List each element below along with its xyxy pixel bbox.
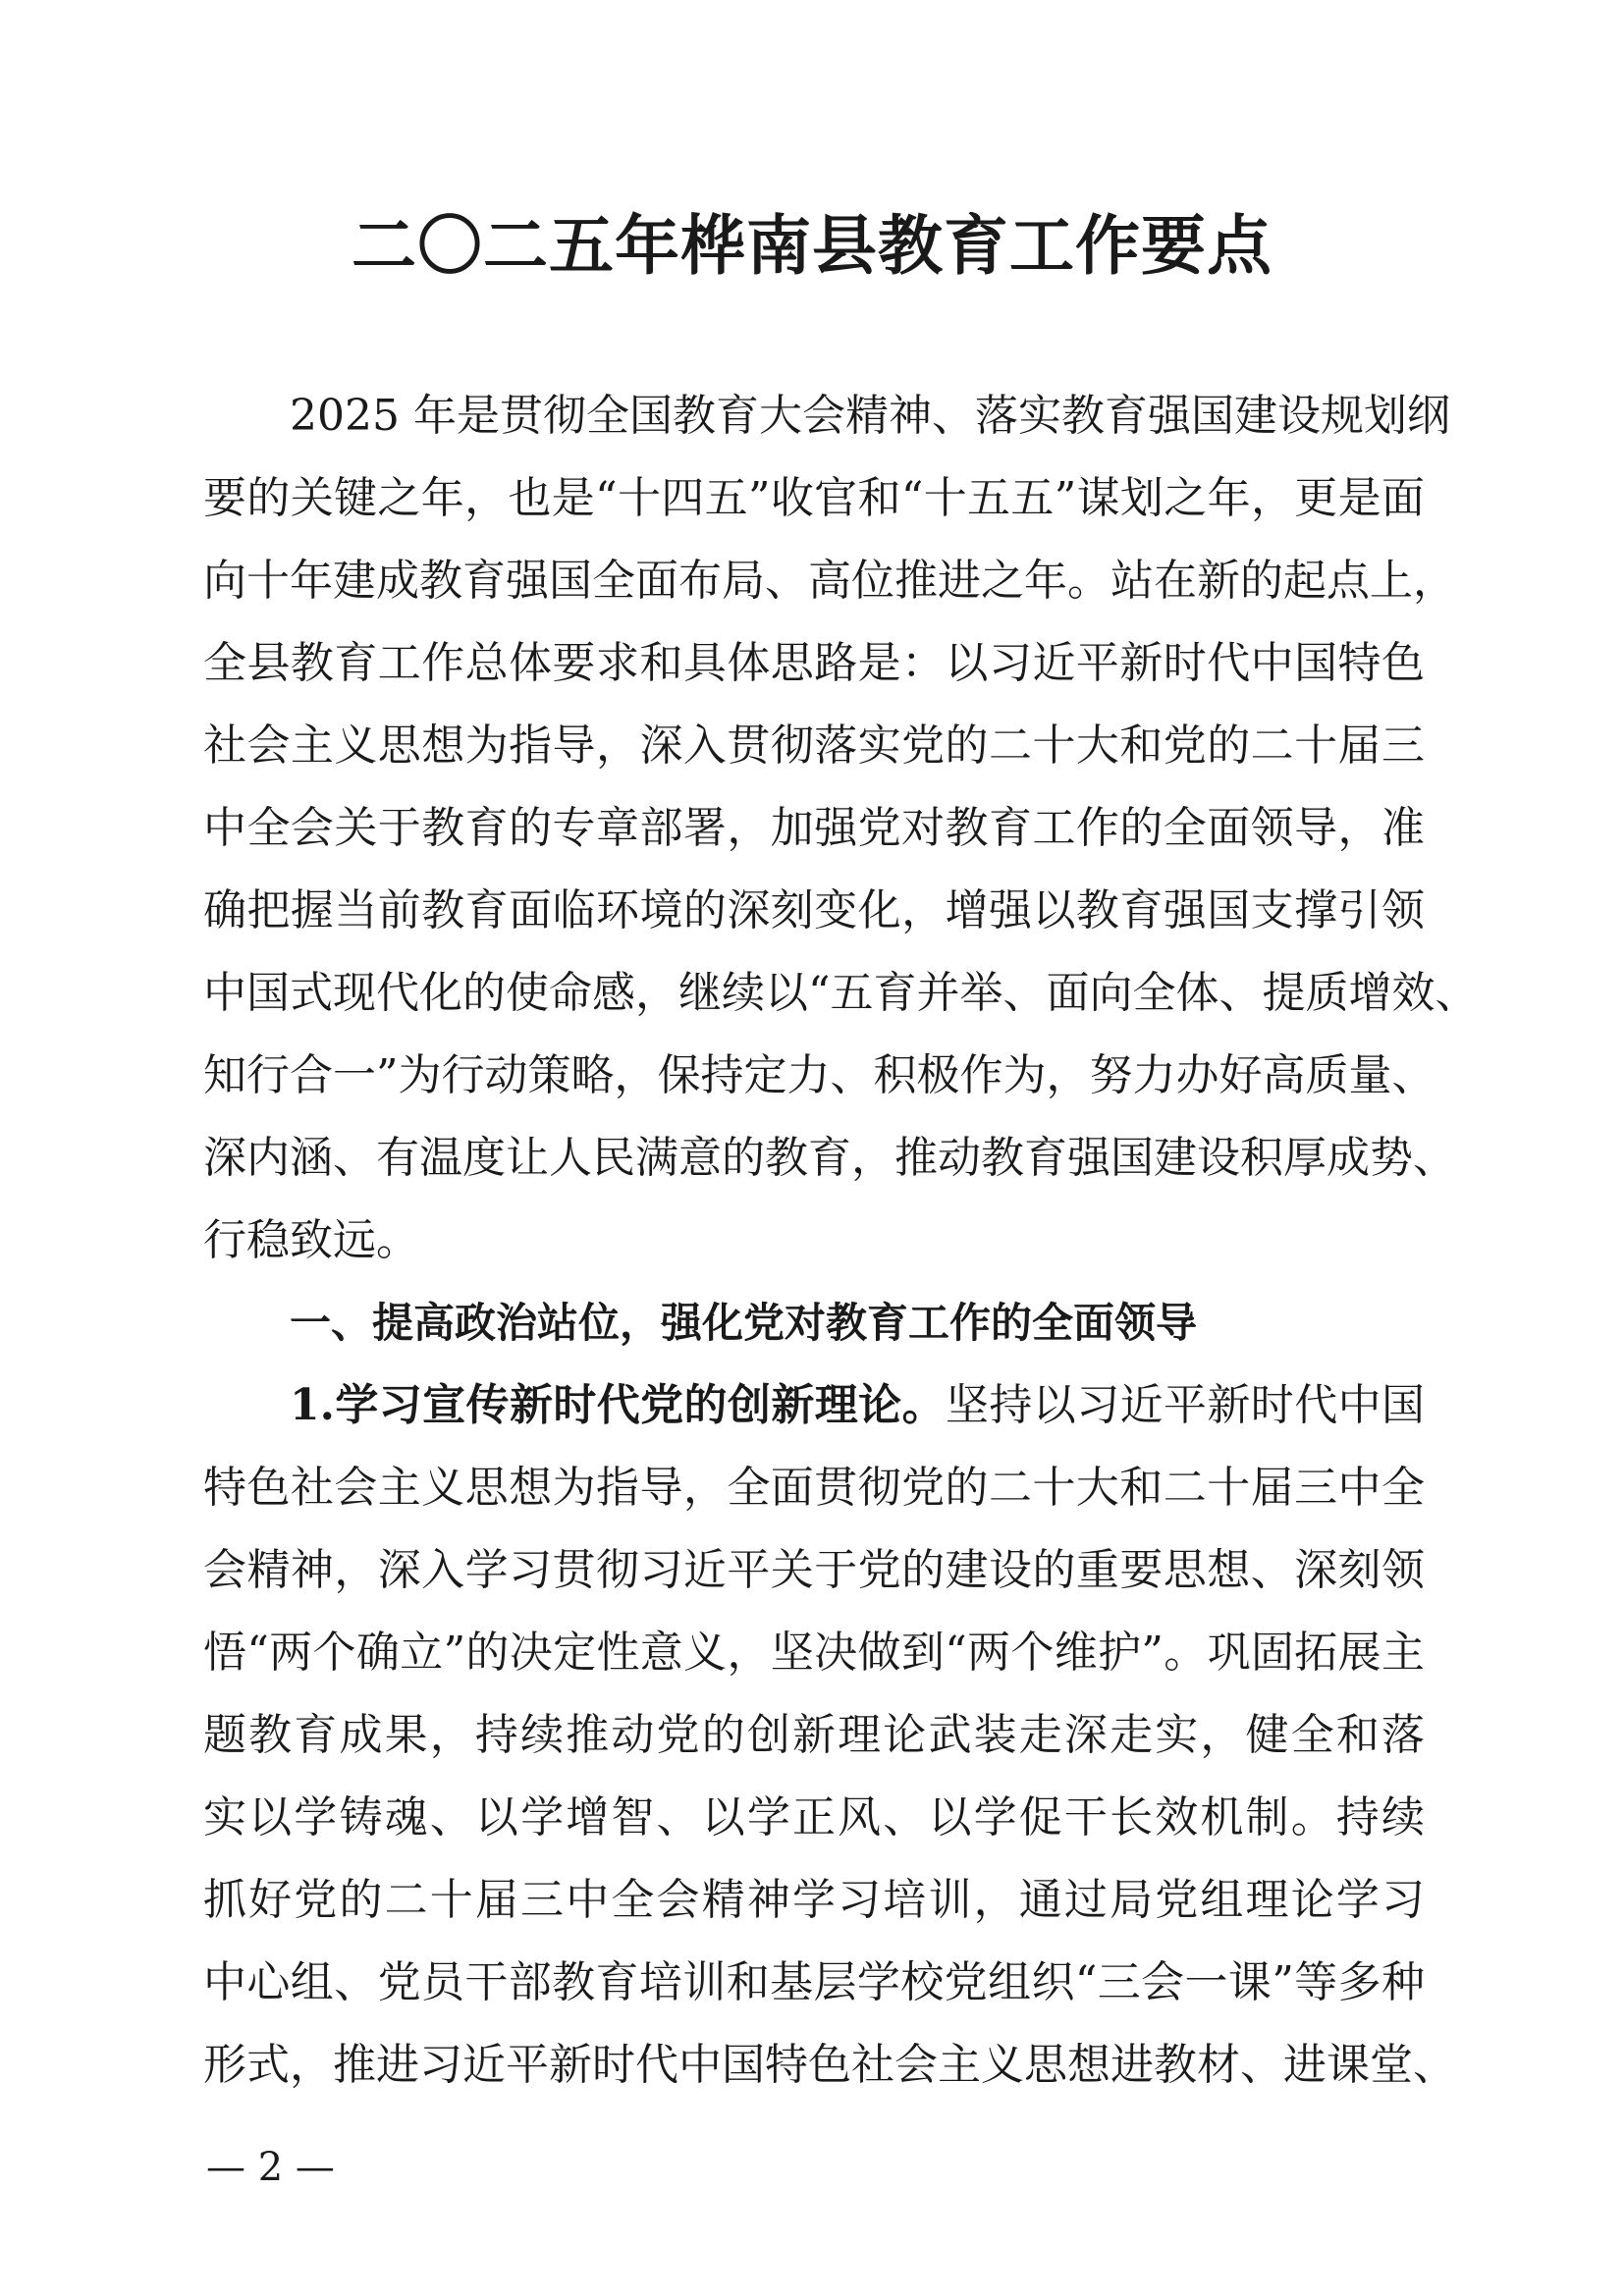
item-lead: 1.学习宣传新时代党的创新理论。 — [290, 1380, 946, 1430]
section-heading: 一、提高政治站位，强化党对教育工作的全面领导 — [290, 1299, 1198, 1347]
intro-line: 全县教育工作总体要求和具体思路是：以习近平新时代中国特色 — [203, 638, 1425, 688]
intro-line: 确把握当前教育面临环境的深刻变化，增强以教育强国支撑引领 — [203, 885, 1425, 935]
intro-line: 深内涵、有温度让人民满意的教育，推动教育强国建设积厚成势、 — [203, 1133, 1456, 1183]
item-line: 中心组、党员干部教育培训和基层学校党组织“三会一课”等多种 — [203, 1957, 1425, 2007]
document-title: 二〇二五年桦南县教育工作要点 — [352, 207, 1272, 284]
intro-line: 要的关键之年，也是“十四五”收官和“十五五”谋划之年，更是面 — [203, 473, 1425, 523]
intro-line: 社会主义思想为指导，深入贯彻落实党的二十大和党的二十届三 — [203, 721, 1425, 771]
intro-line: 向十年建成教育强国全面布局、高位推进之年。站在新的起点上， — [203, 556, 1456, 606]
item-line: 悟“两个确立”的决定性意义，坚决做到“两个维护”。巩固拓展主 — [203, 1628, 1425, 1678]
intro-line: 知行合一”为行动策略，保持定力、积极作为，努力办好高质量、 — [203, 1050, 1435, 1100]
item-line: 特色社会主义思想为指导，全面贯彻党的二十大和二十届三中全 — [203, 1463, 1425, 1513]
item-line: 形式，推进习近平新时代中国特色社会主义思想进教材、进课堂、 — [203, 2040, 1456, 2090]
item-line: 题教育成果，持续推动党的创新理论武装走深走实，健全和落 — [203, 1710, 1425, 1760]
intro-line: 中全会关于教育的专章部署，加强党对教育工作的全面领导，准 — [203, 803, 1425, 853]
intro-line: 2025 年是贯彻全国教育大会精神、落实教育强国建设规划纲 — [290, 391, 1450, 441]
item-line: 抓好党的二十届三中全会精神学习培训，通过局党组理论学习 — [203, 1875, 1425, 1925]
item-first-line — [290, 1364, 1425, 1447]
item-first-line-text: 坚持以习近平新时代中国 — [945, 1380, 1426, 1430]
intro-line: 行稳致远。 — [203, 1215, 419, 1265]
item-line: 实以学铸魂、以学增智、以学正风、以学促干长效机制。持续 — [203, 1792, 1425, 1842]
intro-line: 中国式现代化的使命感，继续以“五育并举、面向全体、提质增效、 — [203, 968, 1479, 1018]
item-line: 会精神，深入学习贯彻习近平关于党的建设的重要思想、深刻领 — [203, 1545, 1425, 1595]
page-number: — 2 — — [206, 2145, 335, 2190]
